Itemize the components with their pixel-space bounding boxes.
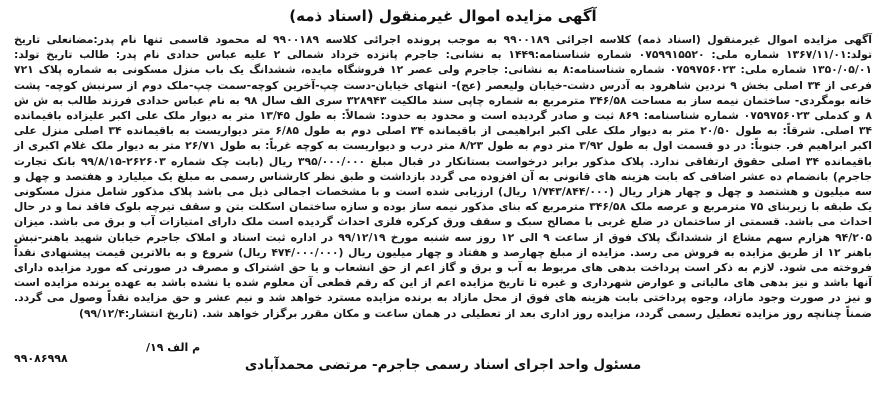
notice-title: آگهی مزایده اموال غیرمنقول (اسناد ذمه) xyxy=(289,7,597,25)
signature-line: مسئول واحد اجرای اسناد رسمی جاجرم- مرتضی محمدآبادی xyxy=(244,357,642,373)
ad-code: ۹۹۰۸۶۹۹۸ xyxy=(14,352,68,365)
notice-body: آگهی مزایده اموال غیرمنقول (اسناد ذمه) کلاسه اجرائی ۹۹۰۰۱۸۹ به موجب پرونده اجرائی کلاسه ۹۹۰۰۱۸۹ له محمود قاسمی تنها نام پدر:مضانعلی تاریخ تولد:۱۳۶۷/۱۱/۰۱ شماره ملی: ۰۷۵۹۹۱۵۵۲۰ شماره شناسنامه:۱۴۴۹ به نشانی: جاجرم پانزده خرداد شمالی ۲ علیه عباس حدادی نام پدر: طالب تاریخ تولد: ۱۳۵۰/۰۵/۰۱ شماره ملی: ۰۷۵۹۷۵۶۰۲۳ شماره شناسنامه:۸ به نشانی: جاجرم ولی عصر ۱۲ فروشگاه مایده، ششدانگ یک باب منزل مسکونی به شماره پلاک ۷۲۱ فرعی از ۳۴ اصلی بخش ۹ نردین شاهرود به آدرس دشت-خیابان ولیعصر (عج)- انتهای خیابان-دست چپ-آخرین کوچه-سمت چپ-ملک دوم از سرنبش کوچه- پشت خانه بومگردی- ساختمان نیمه ساز به مساحت ۳۴۶/۵۸ مترمربع به شماره چاپی سند مالکیت ۳۲۸۹۴۳ سری الف سال ۹۸ به نام عباس حدادی فرزند طالب به ش ش ۸ و کدملی ۰۷۵۹۷۵۶۰۲۳ شماره شناسنامه: ۸۶۹ ثبت و صادر گردیده است و محدود به حدود: شمالاً: به طول ۱۳/۴۵ متر به دیوار ملک علی اکبر علیزاده باقیمانده ۳۴ اصلی. شرقاً: به طول ۲۰/۵۰ متر به دیوار ملک علی اکبر ابراهیمی از باقیمانده ۳۴ اصلی دوم به طول ۶/۸۵ متر دیواریست به باقیمانده ۳۴ اصلی منزل علی اکبر ابراهیم فر. جنوباً: در دو قسمت اول به طول ۳/۹۲ متر دوم به طول ۸/۲۳ متر درب و دیواریست به کوچه غرباً: به طول ۲۶/۷۱ متر به دیوار ملک غلام اکبری از باقیمانده ۳۴ اصلی حقوق ارتفاقی ندارد. پلاک مذکور برابر درخواست بستانکار در قبال مبلغ ۳۹۵/۰۰۰/۰۰۰ ریال (بابت چک شماره ۲۶۲۶۰۳-۹۹/۸/۱۵ بانک تجارت جاجرم) بانضمام ده عشر اضافی که بابت هزینه های قانونی به آن افزوده می گردد بازداشت و طبق نظر کارشناس رسمی به مبلغ یک میلیارد و هفتصد و چهل و سه میلیون و هشتصد و چهل و چهار هزار ریال (۱/۷۴۳/۸۴۴/۰۰۰ ریال) ارزیابی شده است و با مشخصات اجمالی ذیل می باشد پلاک مذکور شامل منزل مسکونی یک طبقه با زیربنای ۷۵ مترمربع و عرصه ملک ۳۴۶/۵۸ مترمربع که بنای مذکور نیمه ساز بوده و سازه ساختمان اسکلت بتن و سقف تیرچه بلوک فاقد نما و در حال احداث می باشد. قسمتی از ساختمان در ضلع غربی با مصالح سبک و سقف ورق کرکره فلزی احداث گردیده است ملک دارای امتیازات آب و برق می باشد. میزان ۹۴/۲۰۵ هزارم سهم مشاع از ششدانگ پلاک فوق از ساعت ۹ الی ۱۲ روز سه شنبه مورخ ۹۹/۱۲/۱۹ در اداره ثبت اسناد و املاک جاجرم خیابان شهید باهنر-نبش باهنر ۱۲ از طریق مزایده به فروش می رسد. مزایده از مبلغ چهارصد و هفتاد و چهار میلیون ریال (۴۷۴/۰۰۰/۰۰۰ ریال) شروع و به بالاترین قیمت پیشنهادی نقداً فروخته می شود. لازم به ذکر است پرداخت بدهی های مربوط به آب و برق و گاز اعم از حق انشعاب و یا حق اشتراک و مصرف در صورتی که مورد مزایده دارای آنها باشد و نیز بدهی های مالیاتی و عوارض شهرداری و غیره تا تاریخ مزایده اعم از این که رقم قطعی آن معلوم شده یا نشده باشد به عهده برنده مزایده است و نیز در صورت وجود مازاد، وجوه پرداختی بابت هزینه های فوق از محل مازاد به برنده مزایده مسترد خواهد شد و نیم عشر و حق مزایده نقداً وصول می گردد. ضمناً چنانچه روز مزایده تعطیل رسمی گردد، مزایده روز اداری بعد از تعطیلی در همان ساعت و مکان مقرر برگزار خواهد شد. (تاریخ انتشار:۹۹/۱۲/۴) xyxy=(14,33,873,320)
file-number: م الف ۱۹/ xyxy=(146,341,201,354)
